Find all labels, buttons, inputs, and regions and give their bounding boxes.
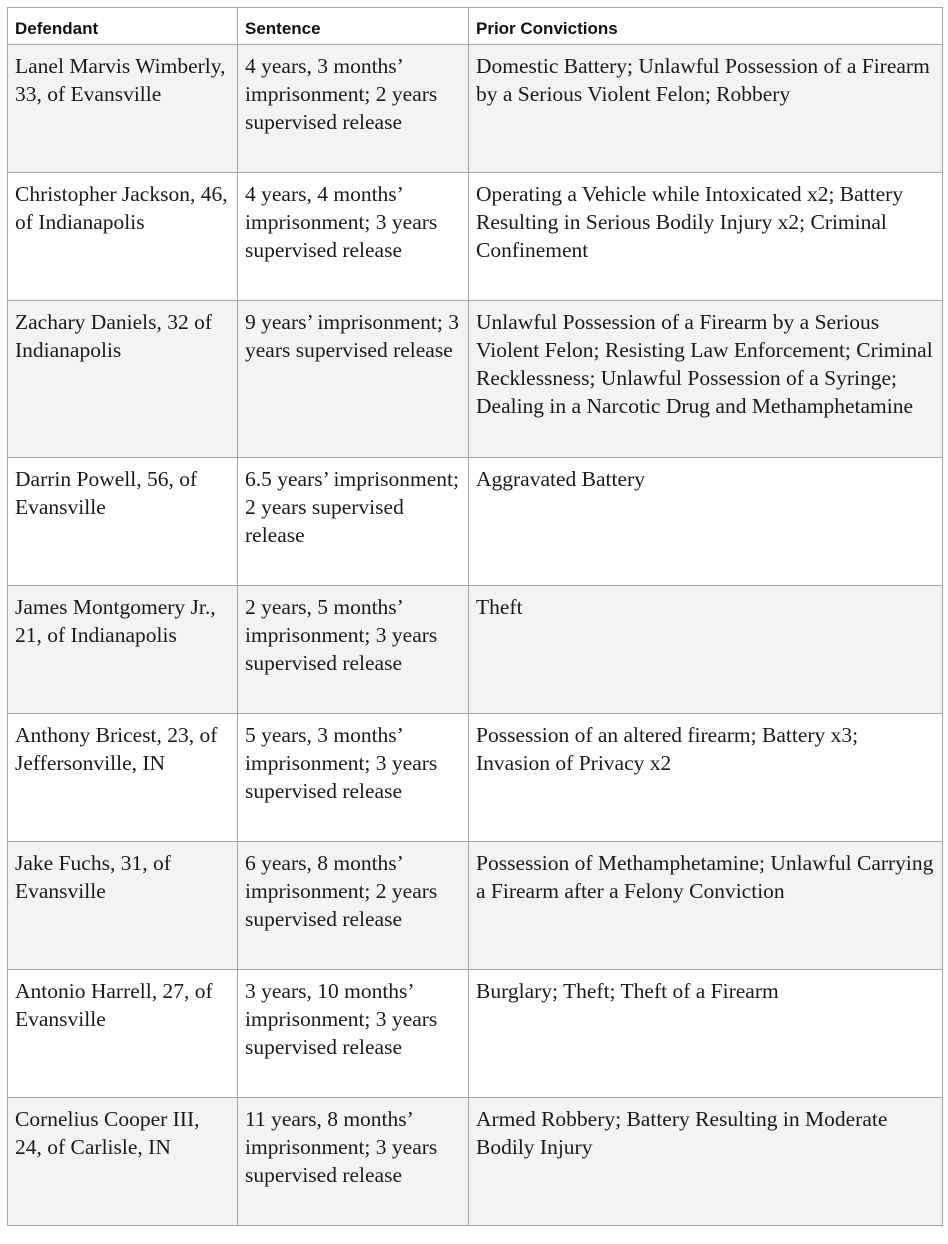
cell-prior-convictions: Armed Robbery; Battery Resulting in Moderate Bodily Injury bbox=[469, 1098, 943, 1226]
header-sentence: Sentence bbox=[238, 8, 469, 45]
cell-defendant: Antonio Harrell, 27, of Evansville bbox=[8, 970, 238, 1098]
cell-prior-convictions: Operating a Vehicle while Intoxicated x2; Battery Resulting in Serious Bodily Injury x2; Criminal Confinement bbox=[469, 173, 943, 301]
cell-sentence: 6 years, 8 months’ imprisonment; 2 years supervised release bbox=[238, 842, 469, 970]
cell-defendant: Zachary Daniels, 32 of Indianapolis bbox=[8, 301, 238, 458]
header-defendant: Defendant bbox=[8, 8, 238, 45]
cell-prior-convictions: Unlawful Possession of a Firearm by a Serious Violent Felon; Resisting Law Enforcement; Criminal Recklessness; Unlawful Possession of a Syringe; Dealing in a Narcotic Drug and Methamphetamine bbox=[469, 301, 943, 458]
header-prior-convictions: Prior Convictions bbox=[469, 8, 943, 45]
cell-prior-convictions: Possession of an altered firearm; Battery x3; Invasion of Privacy x2 bbox=[469, 714, 943, 842]
cell-sentence: 9 years’ imprisonment; 3 years supervised release bbox=[238, 301, 469, 458]
cell-prior-convictions: Domestic Battery; Unlawful Possession of a Firearm by a Serious Violent Felon; Robbery bbox=[469, 45, 943, 173]
table-row bbox=[8, 1098, 943, 1226]
cell-prior-convictions: Burglary; Theft; Theft of a Firearm bbox=[469, 970, 943, 1098]
cell-defendant: Anthony Bricest, 23, of Jeffersonville, IN bbox=[8, 714, 238, 842]
cell-sentence: 5 years, 3 months’ imprisonment; 3 years supervised release bbox=[238, 714, 469, 842]
cell-sentence: 11 years, 8 months’ imprisonment; 3 years supervised release bbox=[238, 1098, 469, 1226]
table-row bbox=[8, 970, 943, 1098]
cell-sentence: 4 years, 3 months’ imprisonment; 2 years supervised release bbox=[238, 45, 469, 173]
cell-defendant: James Montgomery Jr., 21, of Indianapolis bbox=[8, 586, 238, 714]
table-row bbox=[8, 45, 943, 173]
cell-sentence: 2 years, 5 months’ imprisonment; 3 years supervised release bbox=[238, 586, 469, 714]
table-row bbox=[8, 586, 943, 714]
cell-sentence: 6.5 years’ imprisonment; 2 years supervised release bbox=[238, 458, 469, 586]
cell-defendant: Jake Fuchs, 31, of Evansville bbox=[8, 842, 238, 970]
table-row bbox=[8, 301, 943, 458]
cell-defendant: Lanel Marvis Wimberly, 33, of Evansville bbox=[8, 45, 238, 173]
cell-defendant: Darrin Powell, 56, of Evansville bbox=[8, 458, 238, 586]
cell-sentence: 3 years, 10 months’ imprisonment; 3 years supervised release bbox=[238, 970, 469, 1098]
cell-defendant: Christopher Jackson, 46, of Indianapolis bbox=[8, 173, 238, 301]
cell-defendant: Cornelius Cooper III, 24, of Carlisle, IN bbox=[8, 1098, 238, 1226]
cell-prior-convictions: Aggravated Battery bbox=[469, 458, 943, 586]
sentencing-table bbox=[7, 7, 943, 1226]
table-row bbox=[8, 458, 943, 586]
cell-sentence: 4 years, 4 months’ imprisonment; 3 years supervised release bbox=[238, 173, 469, 301]
cell-prior-convictions: Possession of Methamphetamine; Unlawful Carrying a Firearm after a Felony Conviction bbox=[469, 842, 943, 970]
header-row bbox=[8, 8, 943, 45]
table-row bbox=[8, 173, 943, 301]
table-row bbox=[8, 842, 943, 970]
cell-prior-convictions: Theft bbox=[469, 586, 943, 714]
table-row bbox=[8, 714, 943, 842]
